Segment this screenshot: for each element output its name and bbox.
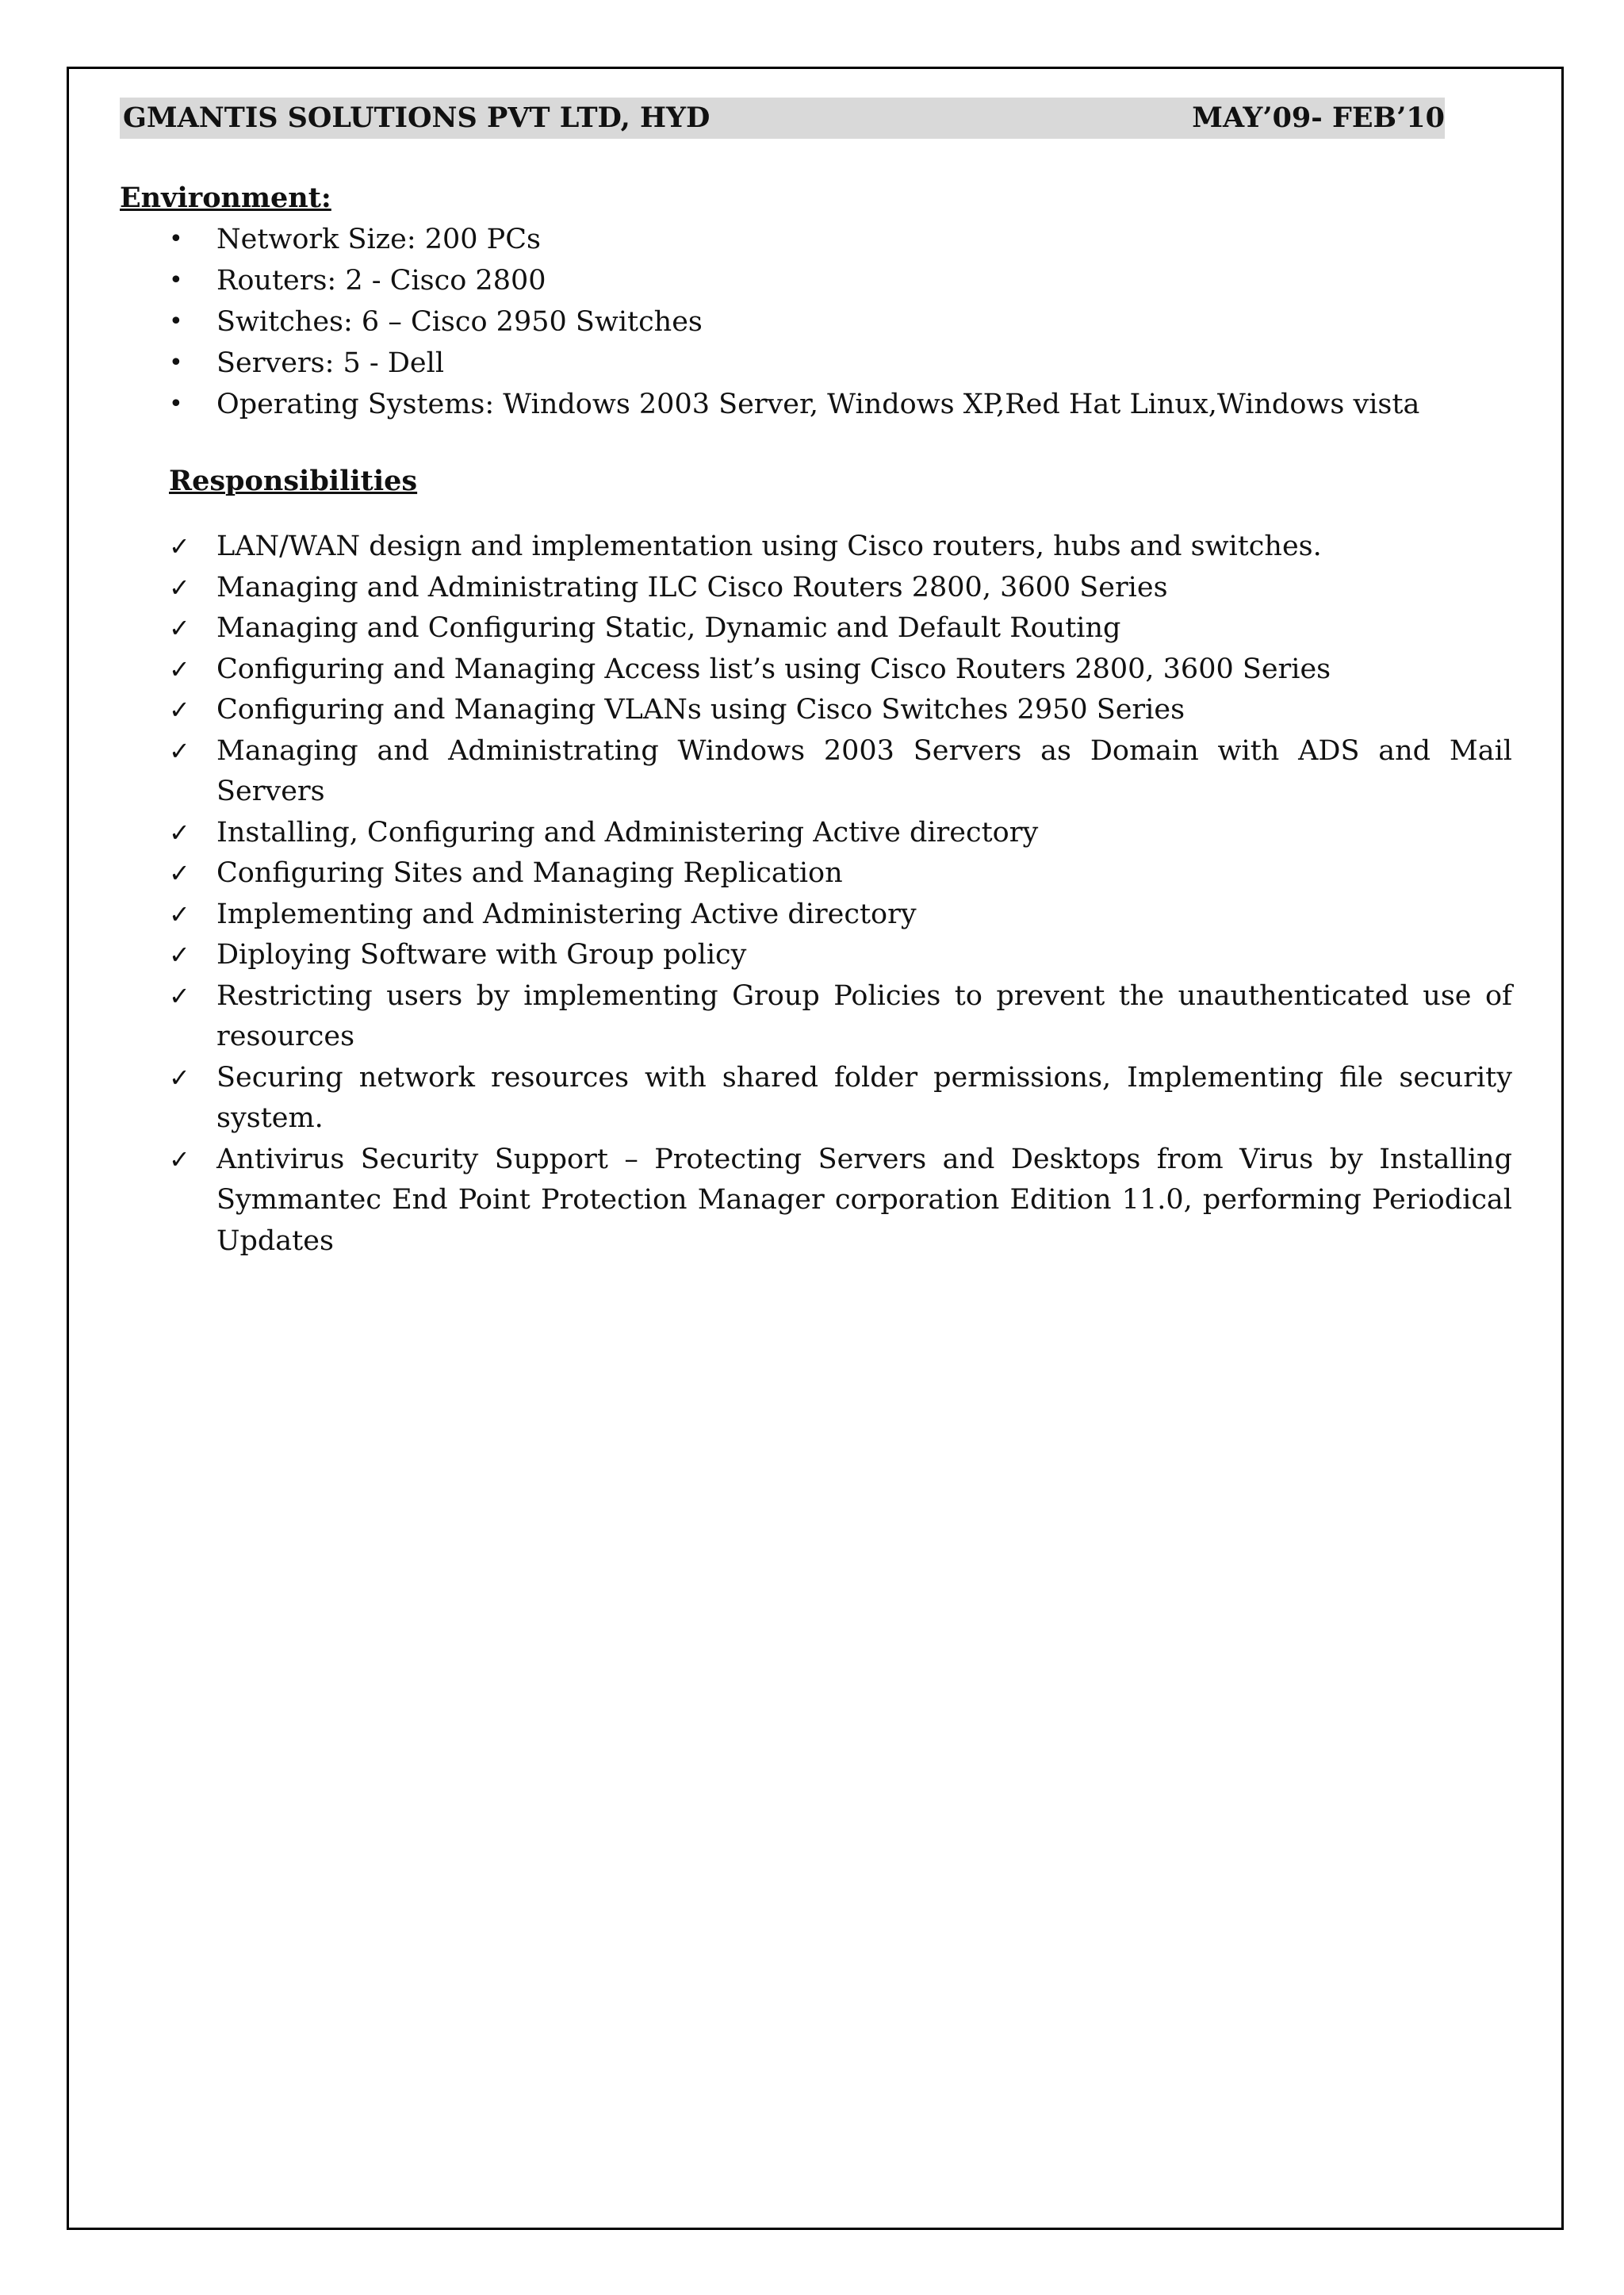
list-item <box>0 813 1522 854</box>
bullet-icon: • <box>169 308 183 335</box>
bullet-icon: • <box>169 390 183 418</box>
responsibility-item: Antivirus Security Support – Protecting Servers and Desktops from Virus by Installing Symmantec End Point Protection Manager corporation Edition 11.0, performing Periodical Updates <box>216 1143 1512 1257</box>
checkmark-icon: ✓ <box>169 653 190 684</box>
list-item <box>0 608 1522 649</box>
responsibility-item: Implementing and Administering Active directory <box>216 898 917 930</box>
checkmark-icon: ✓ <box>169 858 190 888</box>
list-item <box>0 690 1522 731</box>
responsibility-item: Installing, Configuring and Administering Active directory <box>216 816 1039 849</box>
list-item <box>0 568 1522 609</box>
company-name: GMANTIS SOLUTIONS PVT LTD, HYD <box>123 102 710 134</box>
responsibility-item: Diploying Software with Group policy <box>216 939 747 971</box>
list-item <box>0 935 1522 976</box>
checkmark-icon: ✓ <box>169 531 190 561</box>
environment-item: Switches: 6 – Cisco 2950 Switches <box>216 306 703 338</box>
list-item <box>0 1140 1522 1262</box>
environment-item: Servers: 5 - Dell <box>216 347 445 379</box>
environment-heading: Environment: <box>120 182 331 214</box>
checkmark-icon: ✓ <box>169 898 190 929</box>
responsibility-item: Configuring Sites and Managing Replication <box>216 857 843 889</box>
responsibility-item: Restricting users by implementing Group Policies to prevent the unauthenticated use of resources <box>216 979 1512 1052</box>
responsibility-item: LAN/WAN design and implementation using Cisco routers, hubs and switches. <box>216 531 1322 562</box>
list-item <box>0 527 1522 568</box>
checkmark-icon: ✓ <box>169 1144 190 1174</box>
responsibility-item: Managing and Administrating ILC Cisco Routers 2800, 3600 Series <box>216 571 1168 603</box>
responsibilities-heading: Responsibilities <box>169 465 418 497</box>
environment-item: Operating Systems: Windows 2003 Server, Windows XP,Red Hat Linux,Windows vista <box>216 389 1420 420</box>
checkmark-icon: ✓ <box>169 940 190 970</box>
environment-item: Routers: 2 - Cisco 2800 <box>216 265 546 297</box>
bullet-icon: • <box>169 266 183 294</box>
list-item <box>0 853 1522 895</box>
responsibility-item: Configuring and Managing VLANs using Cisco Switches 2950 Series <box>216 694 1185 726</box>
bullet-icon: • <box>169 225 183 253</box>
checkmark-icon: ✓ <box>169 735 190 766</box>
environment-item: Network Size: 200 PCs <box>216 224 541 255</box>
responsibility-item: Configuring and Managing Access list’s using Cisco Routers 2800, 3600 Series <box>216 653 1331 685</box>
checkmark-icon: ✓ <box>169 695 190 725</box>
responsibilities-list <box>0 527 1522 1262</box>
list-item <box>0 895 1522 936</box>
list-item <box>0 731 1522 813</box>
checkmark-icon: ✓ <box>169 1062 190 1093</box>
responsibility-item: Securing network resources with shared folder permissions, Implementing file security system. <box>216 1061 1512 1134</box>
checkmark-icon: ✓ <box>169 980 190 1011</box>
bullet-icon: • <box>169 349 183 377</box>
checkmark-icon: ✓ <box>169 613 190 643</box>
list-item <box>0 649 1522 691</box>
responsibility-item: Managing and Configuring Static, Dynamic and Default Routing <box>216 612 1121 644</box>
list-item <box>0 976 1522 1058</box>
checkmark-icon: ✓ <box>169 572 190 603</box>
employment-dates: MAY’09- FEB’10 <box>1192 102 1445 134</box>
responsibility-item: Managing and Administrating Windows 2003 Servers as Domain with ADS and Mail Servers <box>216 734 1512 807</box>
list-item <box>0 1058 1522 1140</box>
checkmark-icon: ✓ <box>169 817 190 848</box>
